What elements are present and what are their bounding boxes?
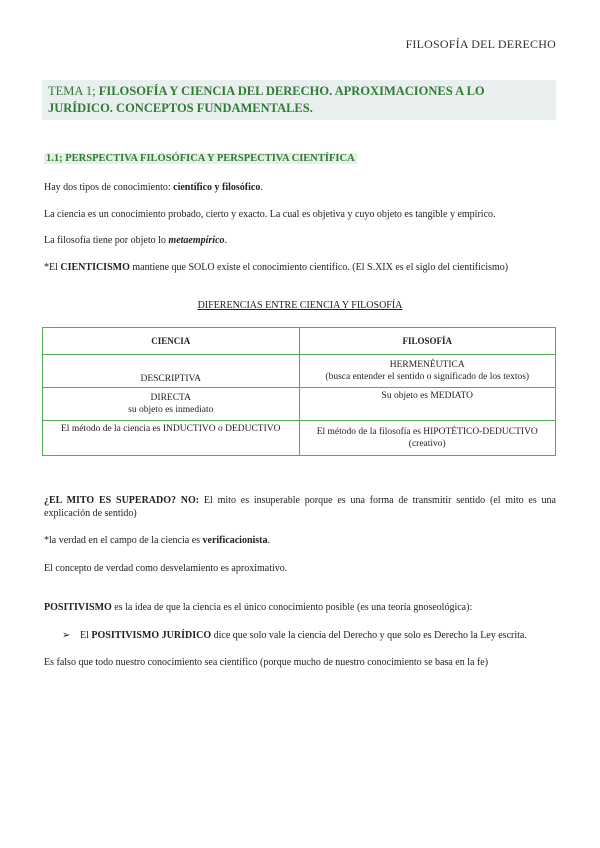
cell-line: El método de la filosofía es HIPOTÉTICO-DEDUCTIVO [316, 427, 538, 437]
cell-line: DIRECTA [150, 393, 191, 403]
text-run: es la idea de que la ciencia es el único conocimiento posible (es una teoría gnoseológica): [111, 602, 473, 613]
text-run: *la verdad en el campo de la ciencia es [44, 535, 203, 546]
arrow-bullet-icon: ➢ [62, 630, 71, 641]
text-run: El mito es insuperable porque es una forma de transmitir sentido (el mito es una explicación de sentido) [44, 495, 556, 519]
paragraph-mito [44, 494, 556, 520]
table-row [43, 355, 556, 388]
paragraph-falso: Es falso que todo nuestro conocimiento sea científico (porque mucho de nuestro conocimiento se basa en la fe) [44, 657, 489, 668]
table-header-filosofia: FILOSOFÍA [299, 328, 556, 355]
cell-line: HERMENÉUTICA [389, 360, 465, 370]
paragraph-verdad [44, 534, 556, 547]
text-run-bold: verificacionista [202, 535, 268, 546]
text-run: . [267, 535, 271, 546]
text-run-bold: ¿EL MITO ES SUPERADO? NO: [44, 495, 200, 506]
text-run: . [260, 182, 263, 193]
text-run: dice que solo vale la ciencia del Derecho y que solo es Derecho la Ley escrita. [211, 630, 527, 641]
paragraph-ciencia: La ciencia es un conocimiento probado, cierto y exacto. La cual es objetiva y cuyo objeto es tangible y empírico. [44, 209, 496, 220]
text-run-bold: POSITIVISMO JURÍDICO [91, 630, 212, 641]
paragraph-knowledge-types [44, 181, 556, 194]
table-header-ciencia: CIENCIA [43, 328, 300, 355]
text-run-bold: CIENTICISMO [60, 262, 130, 273]
cell-line: su objeto es inmediato [128, 405, 214, 415]
cell-line: (busca entender el sentido o significado de los textos) [325, 372, 530, 382]
text-run: . [224, 235, 228, 246]
table-caption: DIFERENCIAS ENTRE CIENCIA Y FILOSOFÍA [197, 300, 403, 311]
text-run-bold: científico y filosófico [173, 182, 261, 193]
comparison-table [42, 327, 556, 456]
table-cell [299, 355, 556, 388]
paragraph-filosofia [44, 234, 556, 247]
text-run: *El [44, 262, 61, 273]
text-run: mantiene que SOLO existe el conocimiento científico. (El S.XIX es el siglo del cientificismo) [129, 262, 509, 273]
text-run-bold: POSITIVISMO [44, 602, 112, 613]
table-row [43, 421, 556, 456]
paragraph-concepto: El concepto de verdad como desvelamiento es aproximativo. [44, 563, 288, 574]
table-cell [43, 388, 300, 421]
paragraph-positivismo [44, 601, 556, 614]
paragraph-cienticismo [44, 261, 556, 274]
table-cell: Su objeto es MEDIATO [299, 388, 556, 421]
table-cell: DESCRIPTIVA [43, 355, 300, 388]
chapter-title: FILOSOFÍA Y CIENCIA DEL DERECHO. APROXIMACIONES A LO JURÍDICO. CONCEPTOS FUNDAMENTALES. [48, 84, 485, 115]
table-cell [299, 421, 556, 456]
bullet-positivismo-juridico [62, 629, 527, 642]
table-cell: El método de la ciencia es INDUCTIVO o DEDUCTIVO [43, 421, 300, 456]
cell-line: (creativo) [408, 439, 446, 449]
running-header: FILOSOFÍA DEL DERECHO [405, 37, 556, 51]
text-run: Hay dos tipos de conocimiento: [44, 182, 174, 193]
text-run-bold-italic: metaempírico [168, 235, 225, 246]
chapter-title-prefix: TEMA 1; [48, 84, 99, 98]
section-heading: 1.1; PERSPECTIVA FILOSÓFICA Y PERSPECTIVA CIENTÍFICA [46, 153, 355, 164]
table-row [43, 388, 556, 421]
text-run: La filosofía tiene por objeto lo [44, 235, 169, 246]
table-header-row [43, 328, 556, 355]
chapter-title-box [42, 80, 556, 120]
text-run: El [80, 630, 92, 641]
